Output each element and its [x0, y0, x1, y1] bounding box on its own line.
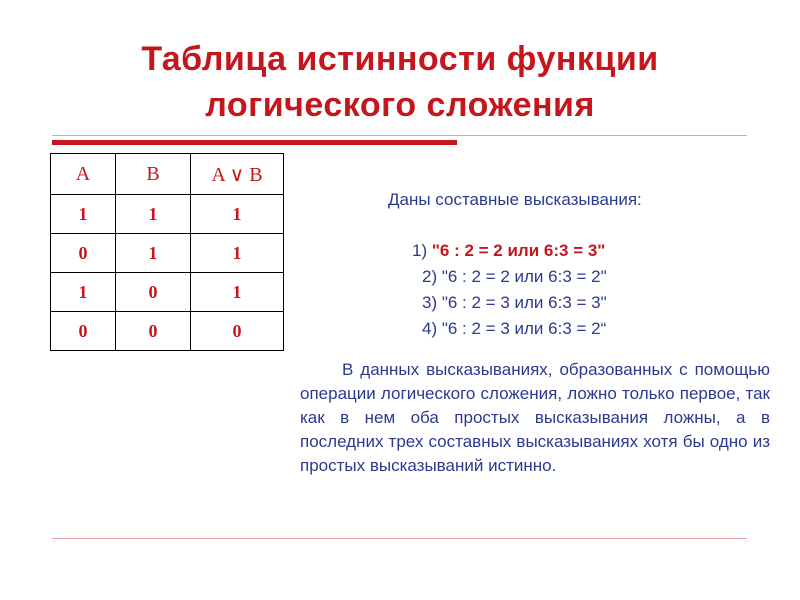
statement-item [412, 238, 607, 264]
cell-b: 1 [116, 195, 191, 234]
cell-a: 1 [51, 195, 116, 234]
statement-text: "6 : 2 = 2 или 6:3 = 3" [431, 241, 606, 260]
cell-a-or-b: 1 [191, 195, 284, 234]
statement-number: 3) [422, 293, 442, 312]
slide-title [40, 36, 760, 128]
title-line-1: Таблица истинности функции [141, 40, 659, 78]
cell-a-or-b: 1 [191, 234, 284, 273]
title-line-2: логического сложения [205, 86, 595, 124]
statement-text: "6 : 2 = 3 или 6:3 = 2“ [441, 319, 607, 338]
statements-intro: Даны составные высказывания: [388, 190, 642, 209]
statement-item [412, 290, 607, 316]
statements-list [412, 238, 607, 342]
statement-text: "6 : 2 = 3 или 6:3 = 3" [441, 293, 607, 312]
statement-number: 1) [412, 241, 432, 260]
truth-table [50, 153, 284, 351]
cell-b: 0 [116, 312, 191, 351]
cell-b: 0 [116, 273, 191, 312]
statement-number: 2) [422, 267, 442, 286]
header-a: A [51, 154, 116, 195]
cell-a-or-b: 0 [191, 312, 284, 351]
statement-item [412, 316, 607, 342]
cell-a-or-b: 1 [191, 273, 284, 312]
table-row [51, 273, 284, 312]
table-row [51, 234, 284, 273]
statement-number: 4) [422, 319, 442, 338]
cell-b: 1 [116, 234, 191, 273]
cell-a: 1 [51, 273, 116, 312]
statement-item [412, 264, 607, 290]
table-row [51, 312, 284, 351]
truth-table-header-row [51, 154, 284, 195]
header-a-or-b: A ∨ B [191, 154, 284, 195]
cell-a: 0 [51, 234, 116, 273]
header-b: B [116, 154, 191, 195]
bottom-divider [52, 538, 747, 539]
table-row [51, 195, 284, 234]
title-divider-thin [52, 135, 747, 136]
cell-a: 0 [51, 312, 116, 351]
title-divider-thick [52, 140, 457, 145]
statement-text: "6 : 2 = 2 или 6:3 = 2" [441, 267, 607, 286]
explanation-paragraph: В данных высказываниях, образованных с помощью операции логического сложения, ложно только первое, так как в нем оба простых высказывания ложны, а в последних трех составных высказываниях хотя бы одно из простых высказываний истинно. [300, 360, 770, 475]
